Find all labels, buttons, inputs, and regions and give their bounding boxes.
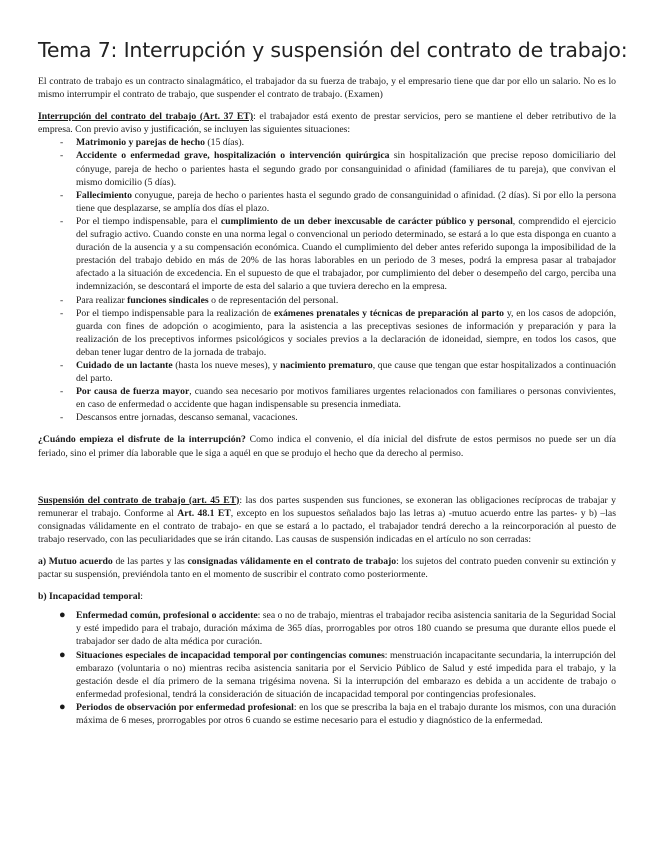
item-text: (hasta los nueve meses), y: [172, 359, 281, 371]
item-bold: Fallecimiento: [76, 189, 132, 201]
item-text: : los sujetos del contrato pueden convenir su extinción y pactar su suspensión, previéndola tanto en el momento de suscribir el contrato como posteriormente.: [38, 556, 617, 581]
list-item: [38, 307, 616, 359]
suspension-paragraph: [38, 494, 616, 546]
item-text: Descansos entre jornadas, descanso semanal, vacaciones.: [76, 412, 298, 424]
item-bold: Enfermedad común, profesional o accidente: [76, 610, 258, 622]
document-body: [38, 75, 616, 727]
dash-marker: -: [60, 412, 64, 424]
suspension-text: : las dos partes suspenden sus funciones, se exoneran las obligaciones recíprocas de trabajar y remunerar el trabajo. Conforme al: [38, 494, 616, 519]
item-text: , cuando sea necesario por motivos familiares urgentes relacionados con familiares o personas convivientes, en caso de enfermedad o accidente que hagan indispensable su presencia inmediata.: [76, 386, 616, 411]
list-item: [38, 609, 616, 648]
item-text: o de representación del personal.: [208, 294, 339, 306]
interruption-list: [38, 136, 616, 424]
item-bold: funciones sindicales: [127, 294, 209, 306]
item-bold: Por causa de fuerza mayor: [76, 386, 190, 398]
dash-marker: -: [60, 386, 64, 398]
dash-marker: -: [60, 189, 64, 201]
item-text: :: [140, 591, 143, 603]
dash-marker: -: [60, 137, 64, 149]
item-bold: nacimiento prematuro: [280, 359, 373, 371]
bullet-marker: ●: [59, 700, 66, 713]
list-item: [38, 136, 616, 149]
list-item: [38, 149, 616, 188]
dash-marker: -: [60, 215, 64, 227]
bullet-marker: ●: [59, 648, 66, 661]
item-bold: Accidente o enfermedad grave, hospitalización o intervención quirúrgica: [76, 150, 390, 162]
interruption-question: ¿Cuándo empieza el disfrute de la interrupción?: [38, 434, 246, 446]
interruption-text: : el trabajador está exento de prestar servicios, pero se mantiene el deber retributivo de la empresa. Con previo aviso y justificación, se incluyen las siguientes situaciones:: [38, 111, 616, 136]
interruption-question-paragraph: [38, 433, 616, 459]
item-bold: Matrimonio y parejas de hecho: [76, 137, 205, 149]
item-bold: Cuidado de un lactante: [76, 359, 173, 371]
item-bold: exámenes prenatales y técnicas de preparación al parto: [273, 307, 505, 319]
dash-marker: -: [60, 150, 64, 162]
item-text: (15 días).: [204, 137, 244, 149]
item-text: , comprendido el ejercicio del sufragio activo. Cuando conste en una norma legal o convencional un periodo determinado, se estará a lo que esta disponga en cuanto a duración de la ausencia y a su compensación económica. Cuando el cumplimiento del deber antes referido suponga la imposibilidad de la prestación del trabajo debido en más de 20% de las horas laborables en un periodo de 3 meses, podrá la empresa pasar al trabajador afectado a la situación de excedencia. En el supuesto de que el trabajador, por cumplimiento del deber o desempeño del cargo, perciba una indemnización, se descontará el importe de esta del salario a que tuviera derecho en la empresa.: [76, 215, 616, 293]
list-item: [38, 359, 616, 385]
item-text: , que cause que tengan que estar hospitalizados a continuación del parto.: [76, 359, 616, 385]
item-bold: consignadas válidamente en el contrato de trabajo: [187, 556, 397, 567]
list-item: [38, 294, 616, 307]
item-label: a): [38, 556, 49, 567]
suspension-text: , excepto en los supuestos señalados bajo las letras a) -mutuo acuerdo entre las partes- y b) –las consignadas válidamente en el contrato de trabajo- en que se estará a lo pactado, el trabajador tendrá derecho a la reincorporación al puesto de trabajo reservado, con las peculiaridades que se irán citando. Las causas de suspensión indicadas en el artículo no son cerradas:: [38, 507, 616, 545]
item-bold: Mutuo acuerdo: [48, 556, 113, 567]
item-text: sin hospitalización que precise reposo domiciliario del cónyuge, pareja de hecho o parientes hasta el segundo grado por consanguinidad o afinidad (familiares de tu pareja), que convivan el mismo domicilio (5 días).: [76, 150, 616, 188]
suspension-heading: Suspensión del contrato de trabajo (art. 45 ET): [38, 494, 240, 506]
intro-paragraph: El contrato de trabajo es un contracto sinalagmático, el trabajador da su fuerza de trabajo, y el empresario tiene que dar por ello un salario. No es lo mismo interrumpir el contrato de trabajo, que suspender el contrato de trabajo. (Examen): [38, 76, 616, 101]
item-text: y, en los casos de adopción, guarda con fines de adopción o acogimiento, para la asistencia a las preceptivas sesiones de información y preparación y para la realización de los preceptivos informes psicológicos y sociales previos a la declaración de idoneidad, siempre, en todos los casos, que deban tener lugar dentro de la jornada de trabajo.: [76, 307, 616, 358]
incapacity-list: [38, 609, 616, 727]
item-text: de las partes y las: [112, 556, 188, 567]
item-text: : menstruación incapacitante secundaria, la interrupción del embarazo (voluntaria o no) mientras reciba asistencia sanitaria por el Servicio Público de Salud y esté impedida para el trabajo, y la gestación desde el día primero de la semana trigésima novena. Si la interrupción del embarazo es debida a un accidente de trabajo o enfermedad profesional, tendrá la consideración de situación de incapacidad temporal por contingencias profesionales.: [76, 649, 616, 700]
item-text: Por el tiempo indispensable para la realización de: [76, 307, 274, 319]
page-title: Tema 7: Interrupción y suspensión del contrato de trabajo:: [38, 38, 628, 62]
list-item: [38, 411, 616, 424]
dash-marker: -: [60, 294, 64, 306]
item-text: Para realizar: [76, 294, 128, 306]
list-item: [38, 189, 616, 215]
item-label: b) Incapacidad temporal: [38, 591, 141, 603]
interruption-paragraph: [38, 110, 616, 136]
item-bold: Situaciones especiales de incapacidad temporal por contingencias comunes: [76, 649, 385, 661]
item-text: Por el tiempo indispensable, para el: [76, 215, 221, 227]
list-item: [38, 215, 616, 294]
bullet-marker: ●: [59, 609, 66, 622]
list-item: [38, 385, 616, 411]
item-text: : sea o no de trabajo, mientras el trabajador reciba asistencia sanitaria de la Seguridad Social y esté impedido para el trabajo, duración máxima de 365 días, prorrogables por otros 180 cuando se presuma que durante ellos puede el trabajador ser dado de alta médica por curación.: [76, 610, 616, 648]
article-reference: Art. 48.1 ET: [177, 507, 231, 519]
interruption-heading: Interrupción del contrato del trabajo (Art. 37 ET): [38, 111, 254, 123]
dash-marker: -: [60, 359, 64, 371]
item-bold: Periodos de observación por enfermedad profesional: [76, 701, 294, 713]
item-text: conyugue, pareja de hecho o parientes hasta el segundo grado de consanguinidad o afinidad. (2 días). Si por ello la persona tiene que desplazarse, se amplía dos días el plazo.: [76, 189, 616, 214]
mutual-agreement-paragraph: [38, 555, 616, 581]
list-item: [38, 701, 616, 727]
item-bold: cumplimiento de un deber inexcusable de carácter público y personal: [220, 215, 513, 227]
item-text: : en los que se prescriba la baja en el trabajo durante los mismos, con una duración máxima de 6 meses, prorrogables por otros 6 cuando se estime necesario para el estudio y diagnóstico de la enfermedad.: [76, 701, 616, 727]
interruption-answer: Como indica el convenio, el día inicial del disfrute de estos permisos no puede ser un día feriado, sino el primer día laborable que le siga a aquél en que se produjo el hecho que da derecho al permiso.: [38, 434, 616, 459]
dash-marker: -: [60, 307, 64, 319]
list-item: [38, 649, 616, 701]
temporary-incapacity-heading: [38, 590, 616, 603]
